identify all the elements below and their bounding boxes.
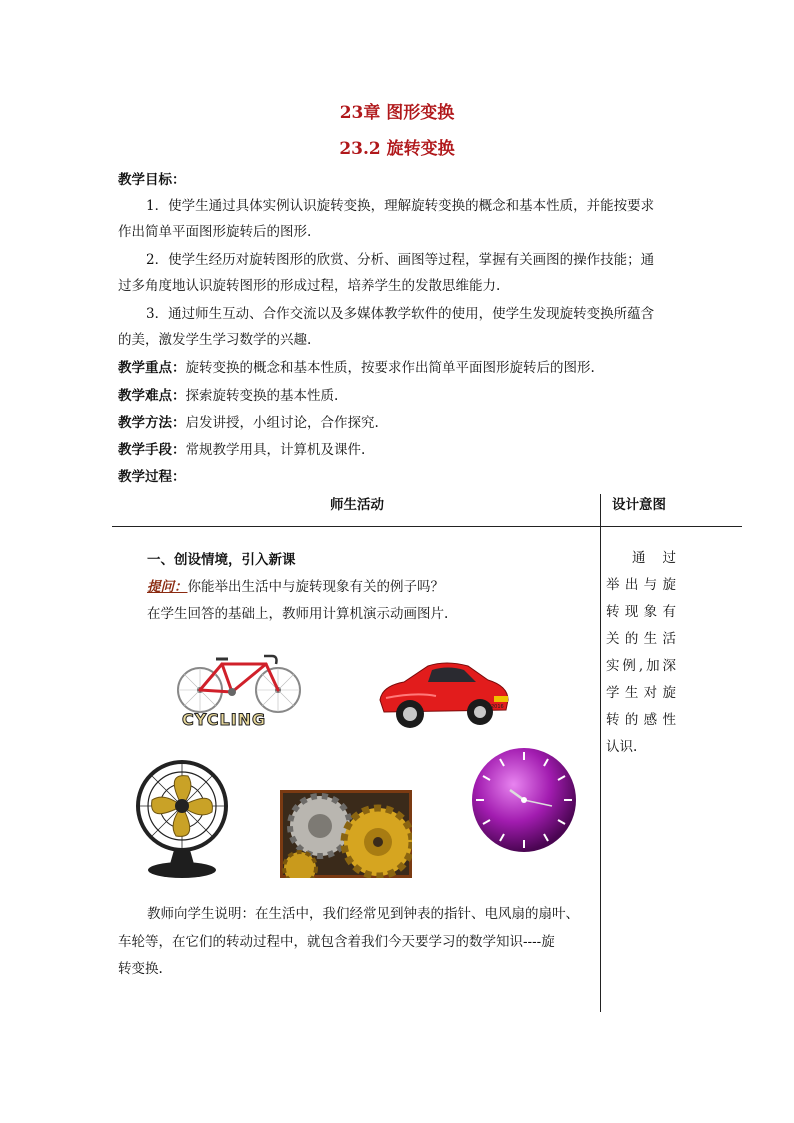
explain-line-3: 转变换. <box>118 961 163 977</box>
clock-image <box>470 742 580 860</box>
key-point <box>118 358 678 378</box>
goal-line-1: 1．使学生通过具体实例认识旋转变换，理解旋转变换的概念和基本性质，并能按要求 <box>146 198 655 214</box>
process-heading: 教学过程： <box>118 469 186 485</box>
gears-image <box>280 790 412 878</box>
table-column-divider <box>600 494 601 1012</box>
difficulty <box>118 386 678 406</box>
key-point-text: 旋转变换的概念和基本性质，按要求作出简单平面图形旋转后的图形. <box>185 360 595 376</box>
section-title: 23.2 旋转变换 <box>339 139 455 159</box>
goals-heading: 教学目标： <box>118 172 186 188</box>
goal-line-3: 2．使学生经历对旋转图形的欣赏、分析、画图等过程，掌握有关画图的操作技能；通 <box>146 252 655 268</box>
tools <box>118 440 678 460</box>
question-label: 提问： <box>147 579 188 595</box>
goal-line-5: 3．通过师生互动、合作交流以及多媒体教学软件的使用，使学生发现旋转变换所蕴含 <box>146 306 655 322</box>
explain-line-2: 车轮等，在它们的转动过程中，就包含着我们今天要学习的数学知识----旋 <box>118 934 555 950</box>
tools-text: 常规教学用具，计算机及课件. <box>185 442 366 458</box>
intent-line-1: 通 过 <box>632 550 676 566</box>
design-intent <box>606 545 676 761</box>
col-header-intent: 设计意图 <box>612 497 666 513</box>
demo-text: 在学生回答的基础上，教师用计算机演示动画图片. <box>147 606 449 622</box>
method-text: 启发讲授，小组讨论，合作探究. <box>185 415 379 431</box>
difficulty-text: 探索旋转变换的基本性质. <box>185 388 339 404</box>
explain-line-1: 教师向学生说明：在生活中，我们经常见到钟表的指针、电风扇的扇叶、 <box>147 906 579 922</box>
intent-line-6: 学生对旋 <box>606 685 676 701</box>
goal-line-6: 的美，激发学生学习数学的兴趣. <box>118 332 312 348</box>
red-car-image <box>376 656 512 736</box>
tools-label: 教学手段： <box>118 442 186 458</box>
chapter-title: 23章 图形变换 <box>339 103 455 123</box>
intent-line-5: 实例,加深 <box>606 658 676 674</box>
intent-line-7: 转的感性 <box>606 712 676 728</box>
question-text: 你能举出生活中与旋转现象有关的例子吗？ <box>187 579 444 595</box>
intent-line-2: 举出与旋 <box>606 577 676 593</box>
key-point-label: 教学重点： <box>118 360 186 376</box>
intent-line-3: 转现象有 <box>606 604 676 620</box>
method-label: 教学方法： <box>118 415 186 431</box>
table-header-divider <box>112 526 742 527</box>
car-plate: S-2016 <box>486 704 504 710</box>
goal-line-2: 作出简单平面图形旋转后的图形. <box>118 224 312 240</box>
intent-line-4: 关的生活 <box>606 631 676 647</box>
difficulty-label: 教学难点： <box>118 388 186 404</box>
intent-line-8: 认识. <box>606 739 638 755</box>
goal-line-4: 过多角度地认识旋转图形的形成过程，培养学生的发散思维能力. <box>118 278 501 294</box>
method <box>118 413 678 433</box>
question-line <box>147 577 444 597</box>
step1-heading: 一、创设情境，引入新课 <box>147 552 296 568</box>
col-header-activity: 师生活动 <box>330 497 384 513</box>
fan-image <box>134 758 234 880</box>
cycling-caption: CYCLING <box>182 710 267 729</box>
bicycle-image <box>174 650 309 735</box>
